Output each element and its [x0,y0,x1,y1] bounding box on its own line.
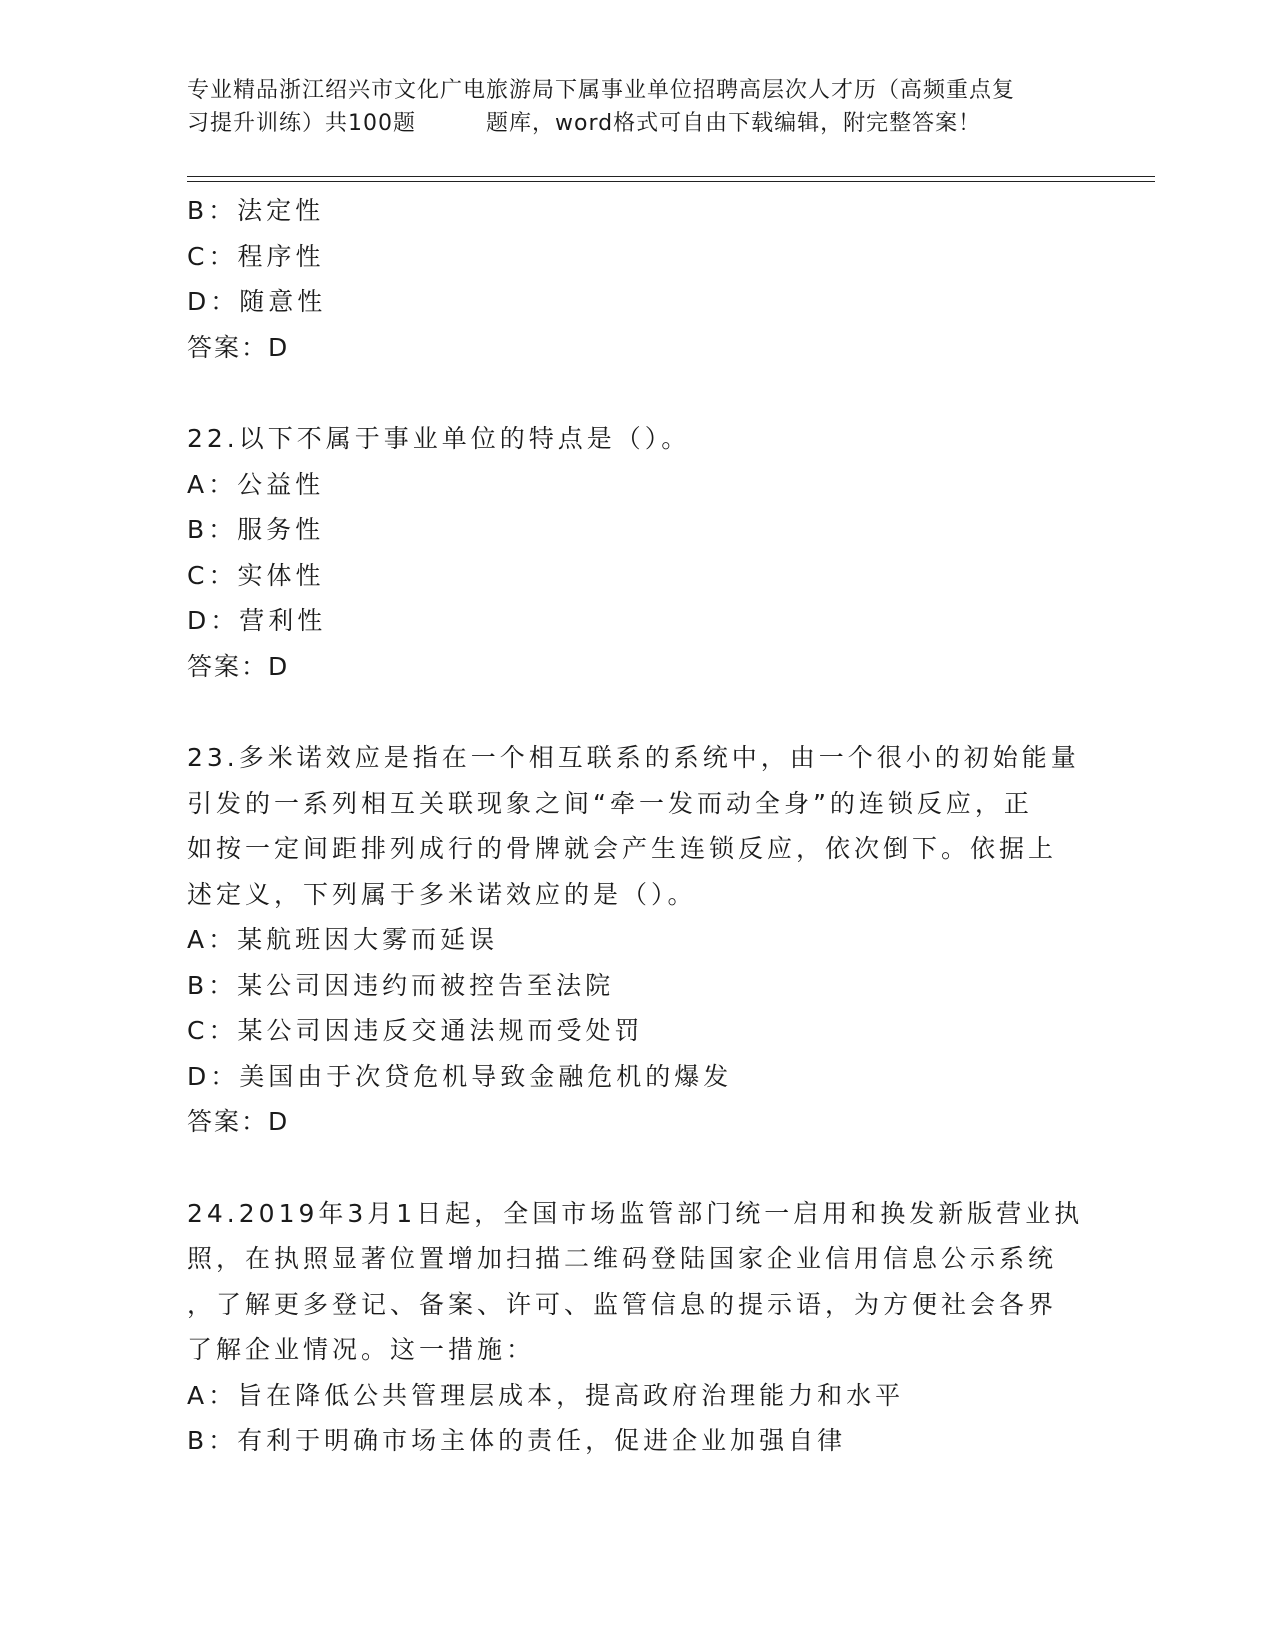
option-d: D：美国由于次贷危机导致金融危机的爆发 [187,1061,733,1091]
header-title-line-2a: 习提升训练）共100题 [187,111,416,136]
question-stem-line: 述定义，下列属于多米诺效应的是（）。 [187,879,697,909]
header-title-line-1: 专业精品浙江绍兴市文化广电旅游局下属事业单位招聘高层次人才历（高频重点复 [187,78,1016,103]
question-stem-line: 照，在执照显著位置增加扫描二维码登陆国家企业信用信息公示系统 [187,1244,1058,1273]
option-c: C：某公司因违反交通法规而受处罚 [187,1016,644,1045]
answer-line: 答案：D [187,1107,290,1136]
header-title-line-2 [187,107,1087,140]
option-c: C：程序性 [187,241,325,271]
question-22 [187,416,1087,689]
option-d: D：随意性 [187,287,327,316]
question-23 [187,735,1087,1145]
option-b: B：有利于明确市场主体的责任，促进企业加强自律 [187,1426,847,1455]
header-rule-top [187,176,1155,177]
question-24 [187,1191,1087,1464]
option-b: B：服务性 [187,515,325,544]
question-stem-line: 24.2019年3月1日起，全国市场监管部门统一启用和换发新版营业执 [187,1198,1084,1228]
question-stem-line: ，了解更多登记、备案、许可、监管信息的提示语，为方便社会各界 [187,1289,1058,1319]
question-stem [187,735,1080,917]
question-stem [187,1191,1084,1373]
question-stem: 22.以下不属于事业单位的特点是（）。 [187,424,691,453]
option-b: B：某公司因违约而被控告至法院 [187,970,615,1000]
option-b: B：法定性 [187,196,325,225]
answer-line: 答案：D [187,651,290,681]
question-stem-line: 如按一定间距排列成行的骨牌就会产生连锁反应，依次倒下。依据上 [187,834,1058,863]
question-stem-line: 引发的一系列相互关联现象之间“牵一发而动全身”的连锁反应，正 [187,788,1033,818]
option-a: A：某航班因大雾而延误 [187,925,499,954]
question-21-tail [187,188,1087,370]
document-body [187,188,1087,1464]
option-d: D：营利性 [187,606,327,635]
page-header [187,74,1087,140]
option-a: A：公益性 [187,469,325,499]
answer-line: 答案：D [187,332,290,362]
header-title-line-2b: 题库，word格式可自由下载编辑，附完整答案！ [486,111,982,136]
option-c: C：实体性 [187,560,325,590]
option-a: A：旨在降低公共管理层成本，提高政府治理能力和水平 [187,1380,905,1410]
question-stem-line: 23.多米诺效应是指在一个相互联系的系统中，由一个很小的初始能量 [187,743,1080,772]
header-rule-bottom [187,181,1155,182]
question-stem-line: 了解企业情况。这一措施： [187,1335,536,1364]
